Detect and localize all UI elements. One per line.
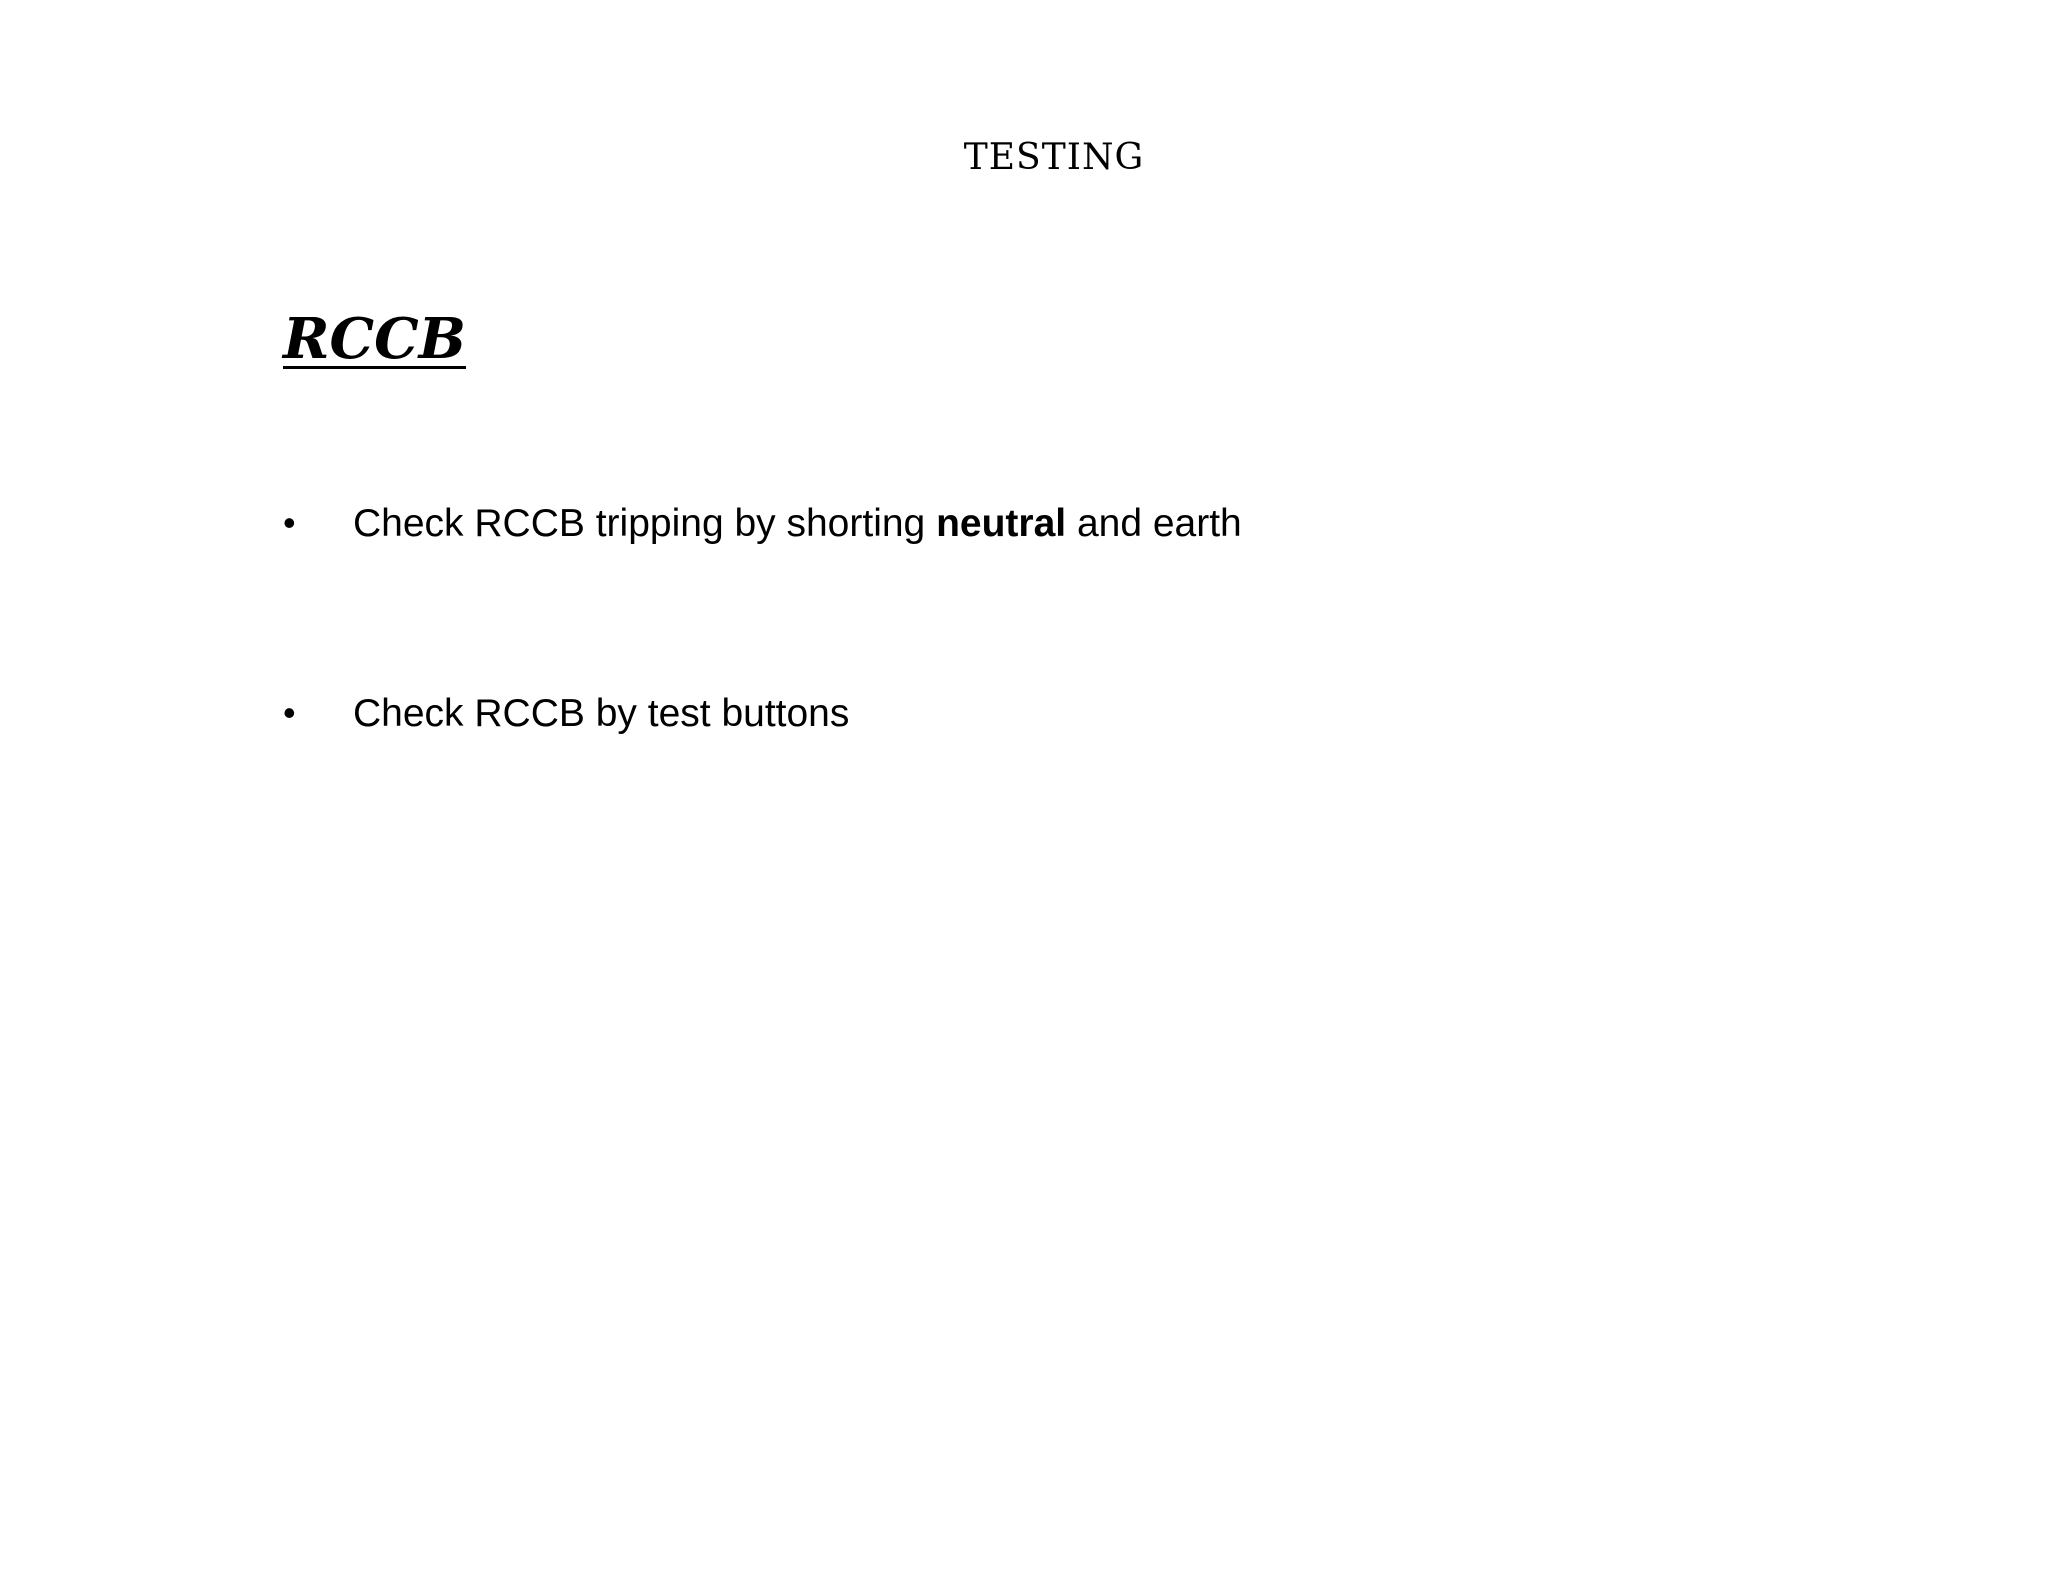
- bullet-marker: •: [283, 692, 296, 733]
- bullet-text: Check RCCB by test buttons: [353, 692, 850, 735]
- bullet-text-after: and earth: [1066, 502, 1242, 545]
- bullet-text-bold: neutral: [936, 502, 1067, 545]
- bullet-text: [353, 501, 1242, 548]
- bullet-marker: •: [283, 502, 296, 543]
- section-heading-rccb: RCCB: [283, 306, 467, 372]
- bullet-text-before: Check RCCB tripping by shorting: [353, 502, 937, 545]
- page-title: TESTING: [963, 137, 1145, 178]
